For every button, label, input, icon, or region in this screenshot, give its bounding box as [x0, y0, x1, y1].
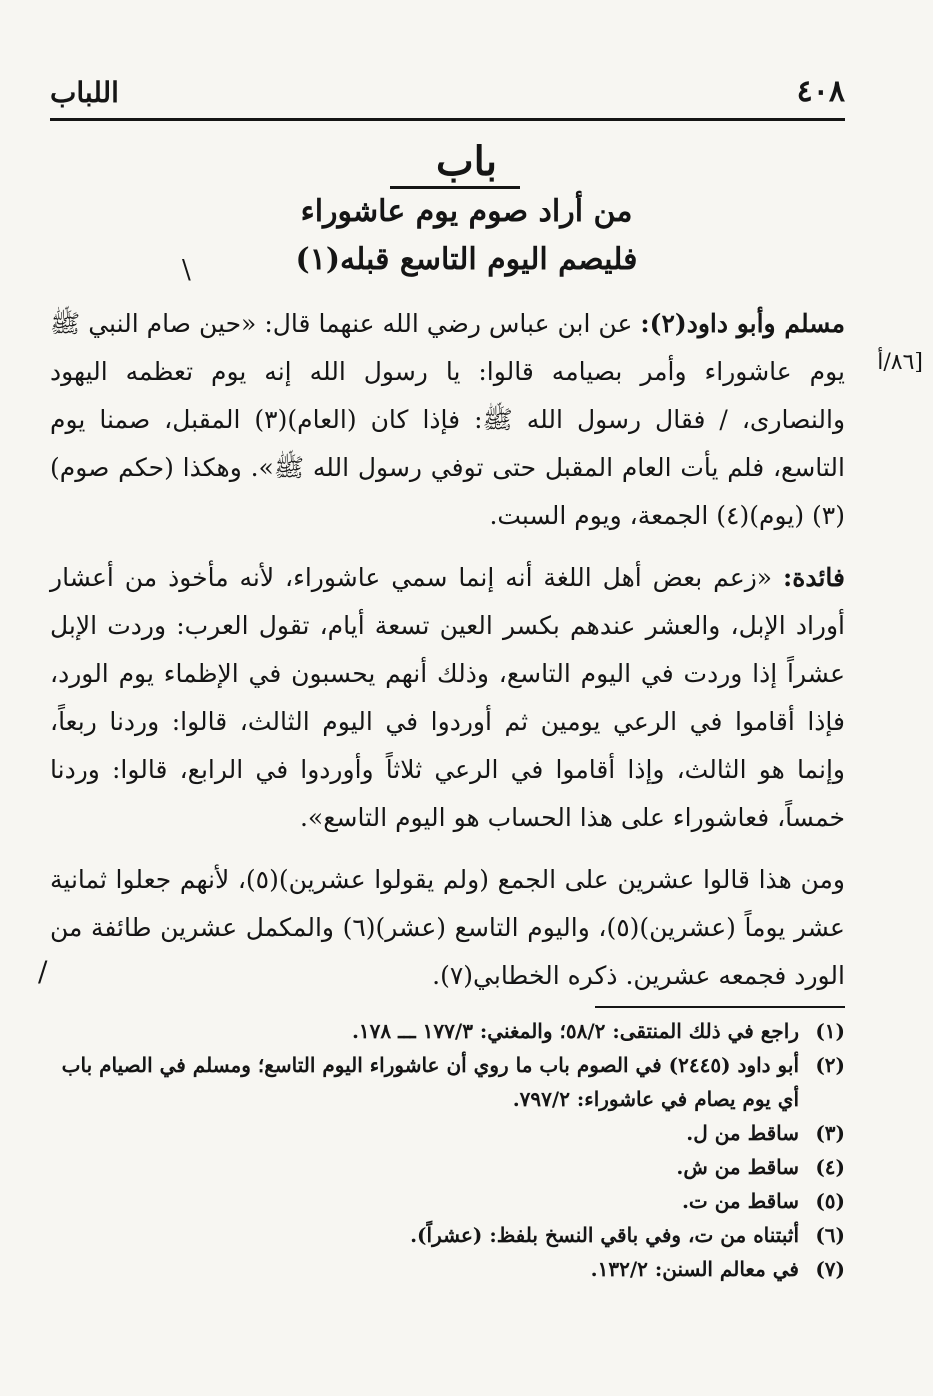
footnote-number: (٦)	[815, 1223, 845, 1247]
footnote-separator	[595, 1006, 845, 1008]
footnote-text: ساقط من ت.	[681, 1189, 799, 1213]
footnote	[50, 1184, 845, 1218]
footnote	[50, 1116, 845, 1150]
paragraph-text: عن ابن عباس رضي الله عنهما قال: «حين صام النبي ﷺ يوم عاشوراء وأمر بصيامه قالوا: يا رسول الله إنه يوم تعظمه اليهود والنصارى، / فقال رسول الله ﷺ: فإذا كان (العام)(٣) المقبل، صمنا يوم التاسع، فلم يأت العام المقبل حتى توفي رسول الله ﷺ». وهكذا (حكم صوم)(٣) (يوم)(٤) الجمعة، ويوم السبت.	[50, 309, 846, 530]
paragraph-lead: فائدة:	[783, 563, 845, 592]
footnote	[50, 1252, 845, 1286]
footnotes	[50, 1014, 845, 1286]
paragraph-hadith	[50, 300, 845, 540]
footnote-text: ساقط من ش.	[676, 1155, 799, 1179]
main-text	[50, 300, 845, 1014]
paragraph-text: «زعم بعض أهل اللغة أنه إنما سمي عاشوراء، لأنه مأخوذ من أعشار أوراد الإبل، والعشر عندهم بكسر العين تسعة أيام، تقول العرب: وردت الإبل عشراً إذا وردت في اليوم التاسع، وذلك أنهم يحسبون في الإظماء يوم الورد، فإذا أقاموا في الرعي يومين ثم أوردوا في اليوم الثالث، قالوا: وردنا ربعاً، وإنما هو الثالث، وإذا أقاموا في الرعي ثلاثاً وأوردوا في الرابع، قالوا: وردنا خمساً، فعاشوراء على هذا الحساب هو اليوم التاسع».	[50, 563, 845, 832]
paragraph-faida	[50, 554, 845, 842]
page-number: ٤٠٨	[796, 74, 845, 109]
chapter-title-line2: فليصم اليوم التاسع قبله(١)	[295, 242, 638, 277]
footnote-text: راجع في ذلك المنتقى: ٥٨/٢؛ والمغني: ١٧٧/٣ ـــ ١٧٨.	[351, 1019, 799, 1043]
chapter-title-line1: من أراد صوم يوم عاشوراء	[300, 194, 633, 229]
footnote	[50, 1150, 845, 1184]
header-rule	[50, 118, 845, 121]
footnote-number: (٧)	[815, 1257, 845, 1281]
footnote	[50, 1218, 845, 1252]
footnote	[50, 1048, 845, 1116]
paragraph-note	[50, 856, 845, 1000]
running-title: اللباب	[50, 76, 119, 109]
footnote-number: (٢)	[815, 1053, 845, 1077]
footnote-text: ساقط من ل.	[686, 1121, 799, 1145]
chapter-underline	[390, 186, 520, 189]
footnote	[50, 1014, 845, 1048]
paragraph-lead: مسلم وأبو داود(٢):	[640, 309, 845, 338]
footnote-number: (١)	[815, 1019, 845, 1043]
paragraph-text: ومن هذا قالوا عشرين على الجمع (ولم يقولوا عشرين)(٥)، لأنهم جعلوا ثمانية عشر يوماً (عشرين)(٥)، واليوم التاسع (عشر)(٦) والمكمل عشرين طائفة من الورد فجمعه عشرين. ذكره الخطابي(٧).	[50, 865, 845, 990]
footnote-number: (٤)	[815, 1155, 845, 1179]
stray-mark: /	[38, 955, 48, 988]
manuscript-folio-note: ٨٦/أ]	[877, 350, 923, 375]
chapter-label: باب	[436, 138, 497, 185]
footnote-number: (٣)	[815, 1121, 845, 1145]
footnote-text: أبو داود (٢٤٤٥) في الصوم باب ما روي أن عاشوراء اليوم التاسع؛ ومسلم في الصيام باب أي يوم يصام في عاشوراء: ٧٩٧/٢.	[61, 1053, 799, 1111]
footnote-number: (٥)	[815, 1189, 845, 1213]
stray-mark: \	[182, 255, 191, 285]
footnote-text: أثبتناه من ت، وفي باقي النسخ بلفظ: (عشراً).	[410, 1223, 799, 1247]
footnote-text: في معالم السنن: ١٣٢/٢.	[590, 1257, 799, 1281]
